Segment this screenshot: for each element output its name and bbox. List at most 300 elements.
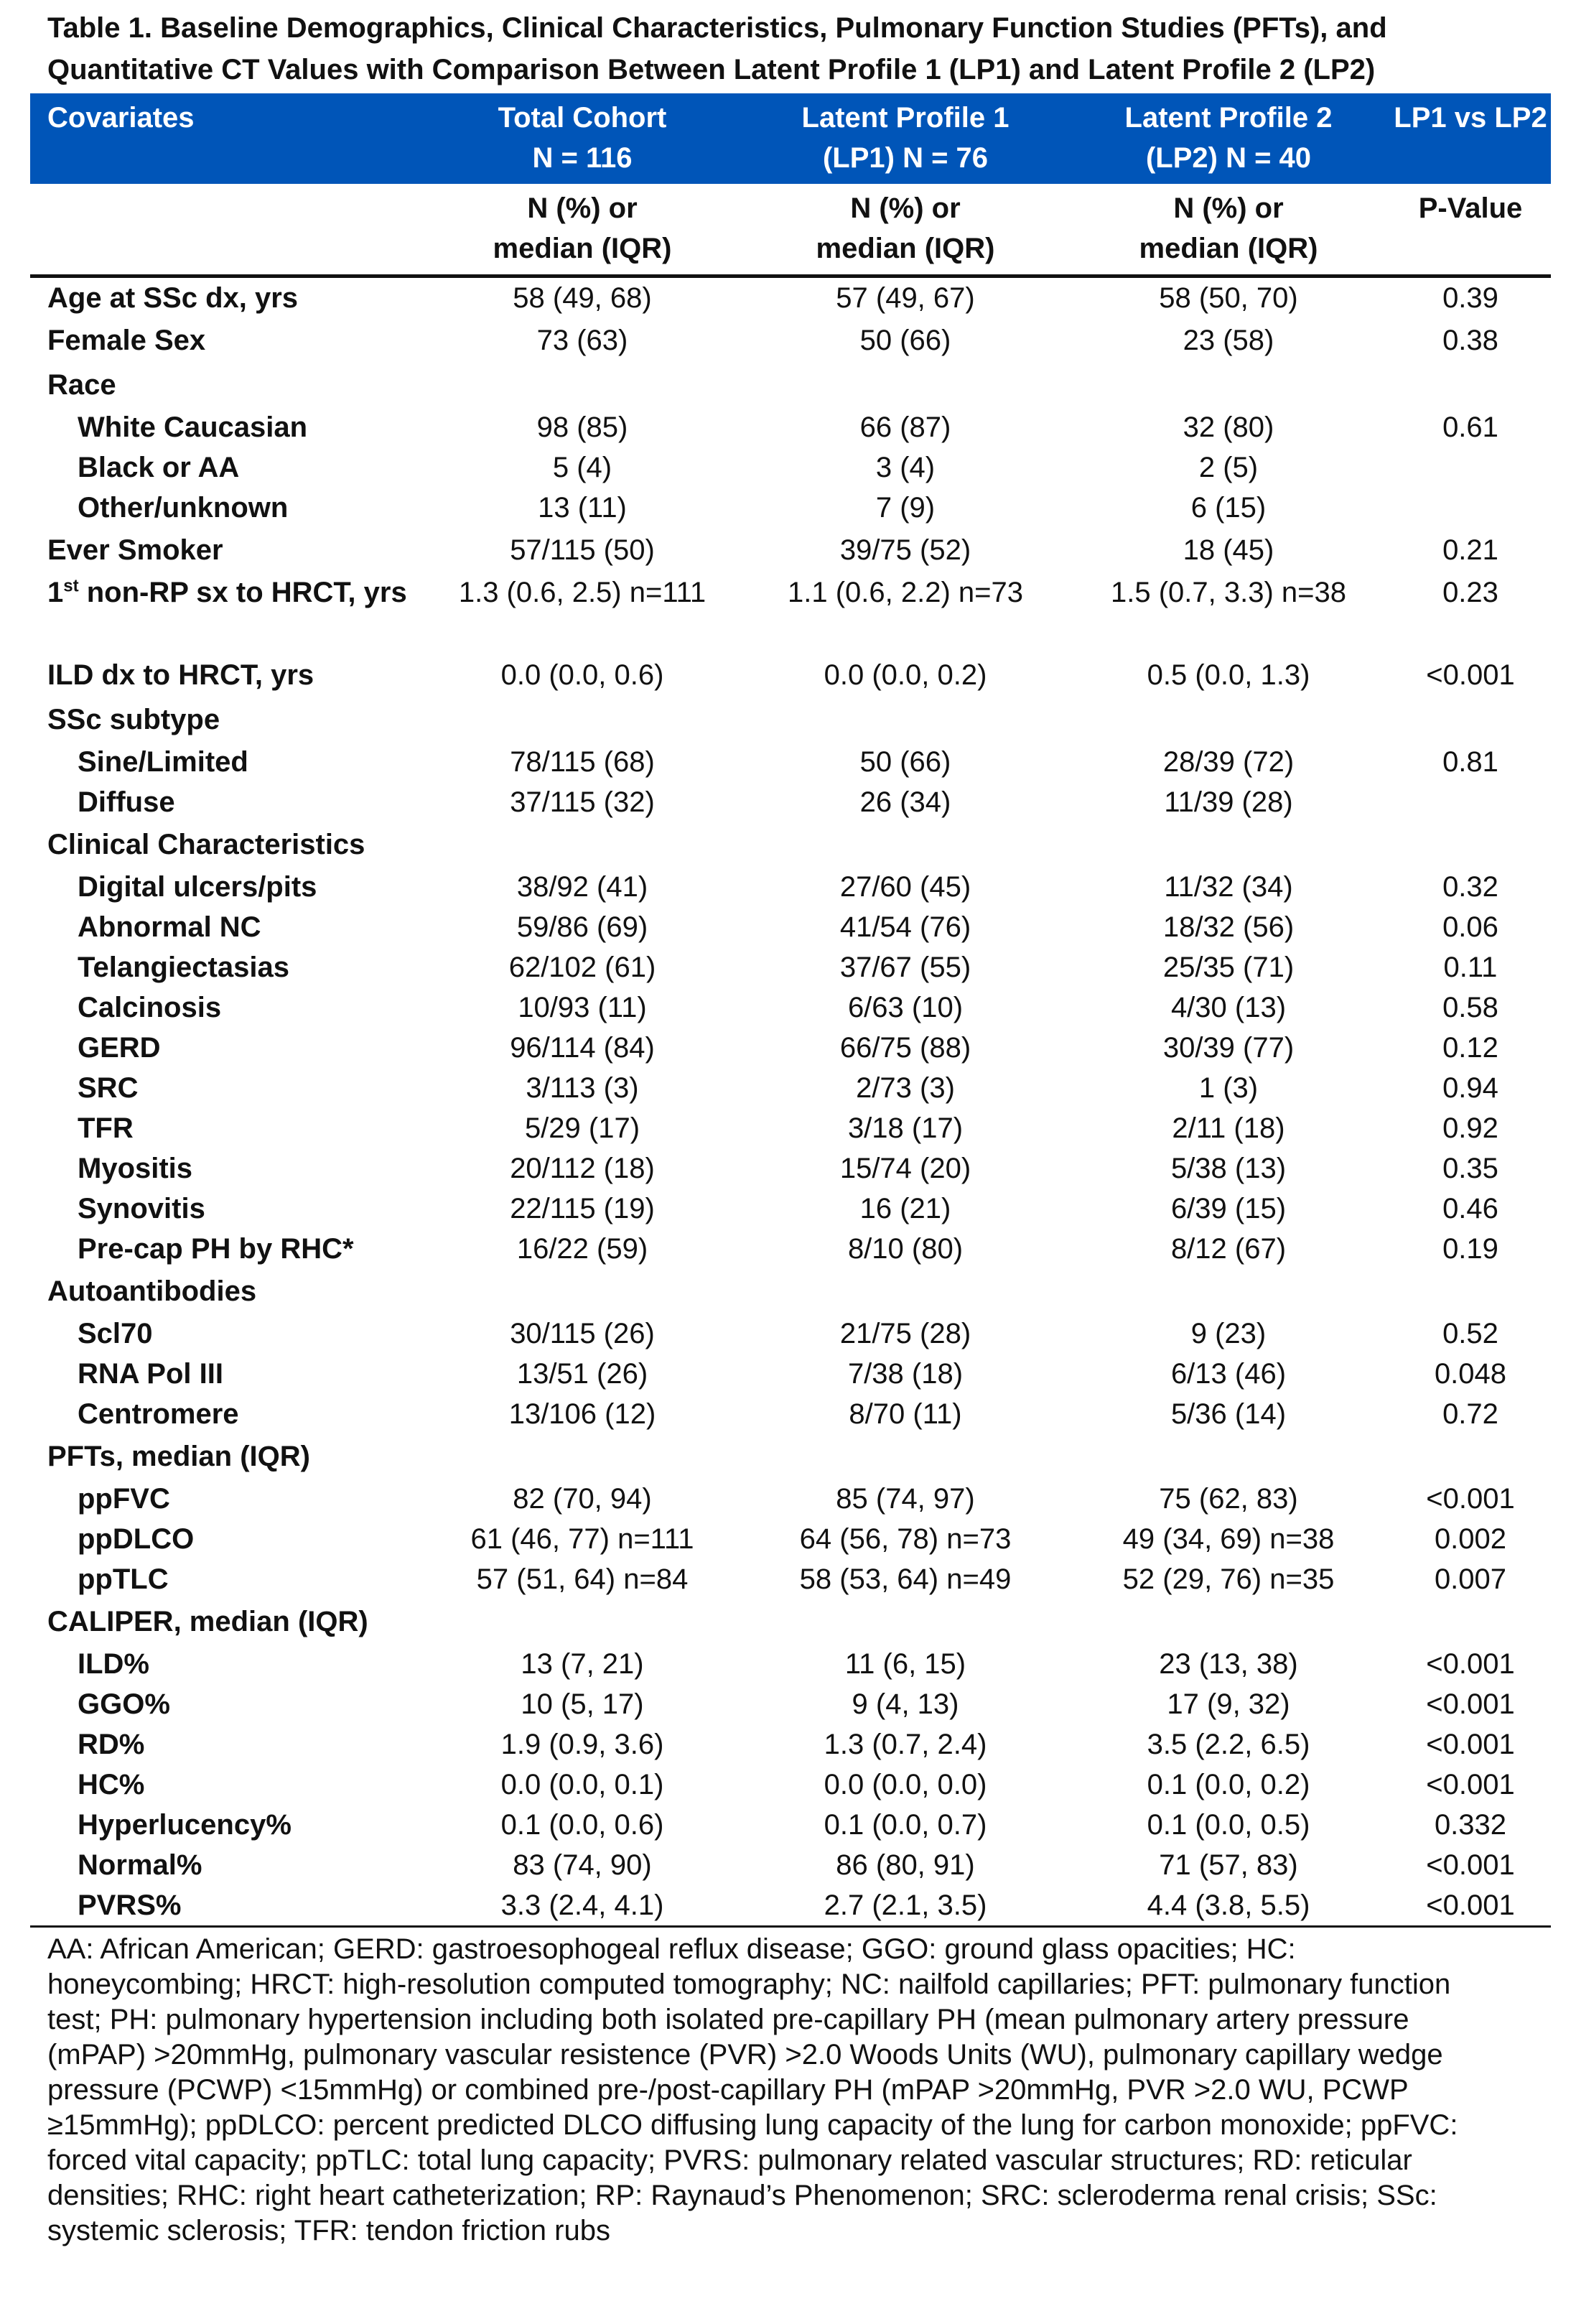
cell-total: 1.9 (0.9, 3.6) bbox=[500, 1729, 664, 1760]
table-row bbox=[30, 318, 1551, 363]
cell-p: 0.92 bbox=[1442, 1112, 1498, 1144]
row-label-text: SSc subtype bbox=[47, 704, 220, 735]
cell-total: 3.3 (2.4, 4.1) bbox=[421, 1885, 744, 1927]
row-label-rest: non-RP sx to HRCT, yrs bbox=[78, 577, 407, 608]
cell-lp1: 11 (6, 15) bbox=[844, 1648, 966, 1680]
header-total-line2: N = 116 bbox=[532, 142, 633, 174]
cell-lp2: 4/30 (13) bbox=[1170, 992, 1287, 1023]
cell-lp2 bbox=[1067, 1599, 1390, 1644]
cell-total: 78/115 (68) bbox=[510, 746, 655, 778]
row-label-text: Hyperlucency% bbox=[78, 1809, 292, 1841]
cell-total: 10/93 (11) bbox=[518, 992, 647, 1023]
row-label bbox=[30, 276, 421, 319]
table-row bbox=[30, 1644, 1551, 1684]
row-label bbox=[30, 1599, 421, 1644]
cell-lp1: 41/54 (76) bbox=[839, 911, 971, 943]
table-row bbox=[30, 867, 1551, 907]
cell-p: <0.001 bbox=[1390, 1885, 1551, 1927]
cell-lp2: 2/11 (18) bbox=[1172, 1112, 1285, 1144]
cell-total: 57/115 (50) bbox=[510, 534, 655, 566]
row-label bbox=[30, 572, 421, 653]
cell-lp2: 3.5 (2.2, 6.5) bbox=[1147, 1729, 1310, 1760]
row-label bbox=[30, 1765, 421, 1805]
table-row bbox=[30, 1765, 1551, 1805]
cell-lp1: 1.1 (0.6, 2.2) n=73 bbox=[787, 577, 1023, 608]
footnote-line: test; PH: pulmonary hypertension including both isolated pre-capillary PH (mean pulmonary artery pressure bbox=[47, 2004, 1409, 2035]
table-row bbox=[30, 1434, 1551, 1479]
row-label-text: Sine/Limited bbox=[78, 746, 248, 778]
table-row bbox=[30, 1845, 1551, 1885]
table-row bbox=[30, 1314, 1551, 1354]
cell-lp2: 75 (62, 83) bbox=[1159, 1483, 1298, 1515]
row-label-text: Autoantibodies bbox=[47, 1275, 257, 1307]
stat-line1: N (%) or bbox=[850, 192, 961, 224]
cell-p: <0.001 bbox=[1426, 1688, 1515, 1720]
footnote bbox=[47, 1932, 1562, 2249]
cell-lp1: 85 (74, 97) bbox=[836, 1483, 975, 1515]
table-row bbox=[30, 1028, 1551, 1068]
row-label-text: Black or AA bbox=[78, 452, 240, 483]
header-lp1-line2: (LP1) N = 76 bbox=[822, 142, 989, 174]
row-label bbox=[30, 1148, 421, 1189]
row-label bbox=[30, 1885, 421, 1927]
row-label-text: Digital ulcers/pits bbox=[78, 871, 317, 903]
row-label bbox=[30, 987, 421, 1028]
row-label-text: Centromere bbox=[78, 1398, 239, 1430]
header-lp1-line1: Latent Profile 1 bbox=[801, 102, 1010, 134]
row-label bbox=[30, 1724, 421, 1765]
row-label bbox=[30, 782, 421, 822]
cell-p: 0.048 bbox=[1434, 1358, 1507, 1390]
cell-total bbox=[421, 697, 744, 742]
cell-lp1: 26 (34) bbox=[859, 786, 951, 818]
demographics-table bbox=[30, 93, 1551, 1928]
cell-total: 59/86 (69) bbox=[516, 911, 648, 943]
cell-lp1: 64 (56, 78) n=73 bbox=[799, 1523, 1012, 1555]
row-label-text: Normal% bbox=[78, 1849, 202, 1881]
subheader-total-stat bbox=[421, 184, 744, 276]
cell-lp2: 6 (15) bbox=[1190, 492, 1267, 524]
cell-p: 0.94 bbox=[1442, 1072, 1498, 1104]
cell-p bbox=[1390, 488, 1551, 528]
cell-total: 22/115 (19) bbox=[510, 1193, 655, 1224]
cell-lp2: 0.1 (0.0, 0.5) bbox=[1147, 1809, 1310, 1841]
cell-total bbox=[421, 822, 744, 867]
cell-total: 38/92 (41) bbox=[516, 871, 648, 903]
cell-p bbox=[1390, 697, 1551, 742]
row-label bbox=[30, 488, 421, 528]
cell-lp2: 0.1 (0.0, 0.2) bbox=[1147, 1769, 1310, 1800]
cell-lp2: 32 (80) bbox=[1183, 412, 1274, 443]
row-label-text: Calcinosis bbox=[78, 992, 222, 1023]
row-label-text: PFTs, median (IQR) bbox=[47, 1441, 310, 1472]
table-row bbox=[30, 1108, 1551, 1148]
footnote-line: ≥15mmHg); ppDLCO: percent predicted DLCO diffusing lung capacity of the lung for carbon monoxide; ppFVC: bbox=[47, 2109, 1458, 2141]
subheader-empty bbox=[30, 184, 421, 276]
row-label-text: Myositis bbox=[78, 1153, 193, 1184]
cell-lp2: 1 (3) bbox=[1198, 1072, 1259, 1104]
header-total-cohort bbox=[421, 93, 744, 184]
stat-line2: median (IQR) bbox=[816, 233, 995, 264]
cell-lp2: 4.4 (3.8, 5.5) bbox=[1067, 1885, 1390, 1927]
table-row bbox=[30, 528, 1551, 572]
row-label-text: ILD% bbox=[78, 1648, 149, 1680]
cell-p: <0.001 bbox=[1426, 1483, 1515, 1515]
cell-lp1 bbox=[744, 1599, 1067, 1644]
row-label-text: 1 bbox=[47, 577, 64, 608]
table-row bbox=[30, 947, 1551, 987]
cell-lp1: 2.7 (2.1, 3.5) bbox=[744, 1885, 1067, 1927]
row-label-text: Age at SSc dx, yrs bbox=[47, 282, 299, 314]
row-label bbox=[30, 1684, 421, 1724]
row-label bbox=[30, 363, 421, 407]
table-row bbox=[30, 1885, 1551, 1927]
cell-lp1: 15/74 (20) bbox=[839, 1153, 971, 1184]
cell-lp2: 52 (29, 76) n=35 bbox=[1122, 1563, 1335, 1595]
row-label-superscript: st bbox=[63, 576, 79, 596]
cell-p: 0.39 bbox=[1442, 282, 1498, 314]
cell-lp1 bbox=[744, 1434, 1067, 1479]
cell-lp1: 27/60 (45) bbox=[839, 871, 971, 903]
footnote-line: honeycombing; HRCT: high-resolution computed tomography; NC: nailfold capillaries; PFT: pulmonary function bbox=[47, 1969, 1451, 2000]
cell-p: 0.332 bbox=[1434, 1809, 1507, 1841]
row-label-text: Abnormal NC bbox=[78, 911, 261, 943]
cell-total: 62/102 (61) bbox=[508, 952, 656, 983]
cell-p: <0.001 bbox=[1426, 1849, 1515, 1881]
table-row bbox=[30, 1229, 1551, 1269]
row-label bbox=[30, 1108, 421, 1148]
row-label-text: ppTLC bbox=[78, 1563, 169, 1595]
cell-p: 0.72 bbox=[1442, 1398, 1498, 1430]
cell-lp1: 2/73 (3) bbox=[856, 1072, 955, 1104]
table-row bbox=[30, 1479, 1551, 1519]
cell-lp2: 23 (58) bbox=[1183, 325, 1274, 356]
cell-p bbox=[1390, 782, 1551, 822]
row-label-text: GERD bbox=[78, 1032, 161, 1064]
row-label bbox=[30, 867, 421, 907]
cell-lp1: 3/18 (17) bbox=[847, 1112, 964, 1144]
row-label bbox=[30, 407, 421, 447]
stat-line1: N (%) or bbox=[1173, 192, 1284, 224]
cell-p: 0.46 bbox=[1442, 1193, 1498, 1224]
cell-lp1: 16 (21) bbox=[859, 1193, 951, 1224]
table-row bbox=[30, 1599, 1551, 1644]
cell-total: 13 (11) bbox=[538, 492, 627, 524]
cell-lp1 bbox=[744, 822, 1067, 867]
row-label-text: Female Sex bbox=[47, 325, 206, 356]
table-row bbox=[30, 447, 1551, 488]
stat-line1: N (%) or bbox=[527, 192, 638, 224]
table-body bbox=[30, 276, 1551, 1927]
cell-p bbox=[1390, 1434, 1551, 1479]
cell-lp1: 86 (80, 91) bbox=[836, 1849, 975, 1881]
header-comparison: LP1 vs LP2 bbox=[1390, 93, 1551, 184]
cell-total bbox=[421, 1434, 744, 1479]
subheader-p-value: P-Value bbox=[1390, 184, 1551, 276]
cell-lp1: 7 (9) bbox=[875, 492, 936, 524]
row-label bbox=[30, 1068, 421, 1108]
cell-lp2: 9 (23) bbox=[1190, 1318, 1267, 1349]
cell-lp1: 58 (53, 64) n=49 bbox=[799, 1563, 1012, 1595]
row-label bbox=[30, 528, 421, 572]
cell-lp2: 11/32 (34) bbox=[1164, 871, 1293, 903]
footnote-line: (mPAP) >20mmHg, pulmonary vascular resistence (PVR) >2.0 Woods Units (WU), pulmonary capillary wedge bbox=[47, 2039, 1443, 2070]
row-label-text: White Caucasian bbox=[78, 412, 308, 443]
table-row bbox=[30, 1559, 1551, 1599]
row-label-text: ppDLCO bbox=[78, 1523, 195, 1555]
cell-lp1: 66/75 (88) bbox=[839, 1032, 971, 1064]
row-label bbox=[30, 1354, 421, 1394]
row-label-text: RD% bbox=[78, 1729, 145, 1760]
cell-total bbox=[421, 363, 744, 407]
table-row bbox=[30, 1269, 1551, 1314]
row-label-text: RNA Pol III bbox=[78, 1358, 223, 1390]
cell-lp2: 71 (57, 83) bbox=[1159, 1849, 1298, 1881]
cell-lp2: 58 (50, 70) bbox=[1159, 282, 1298, 314]
row-label bbox=[30, 318, 421, 363]
cell-lp1: 57 (49, 67) bbox=[836, 282, 975, 314]
row-label bbox=[30, 1479, 421, 1519]
cell-lp1: 8/10 (80) bbox=[847, 1233, 964, 1265]
row-label-text: HC% bbox=[78, 1769, 145, 1800]
cell-total: 98 (85) bbox=[536, 412, 628, 443]
row-label bbox=[30, 742, 421, 782]
row-label-text: Diffuse bbox=[78, 786, 175, 818]
cell-p: <0.001 bbox=[1426, 659, 1515, 691]
title-line-1: Table 1. Baseline Demographics, Clinical Characteristics, Pulmonary Function Studies (PFTs), and bbox=[47, 12, 1387, 44]
table-row bbox=[30, 1724, 1551, 1765]
cell-lp1: 6/63 (10) bbox=[847, 992, 964, 1023]
cell-lp2: 0.5 (0.0, 1.3) bbox=[1147, 659, 1310, 691]
table-row bbox=[30, 1148, 1551, 1189]
cell-p: 0.38 bbox=[1442, 325, 1498, 356]
row-label bbox=[30, 907, 421, 947]
cell-lp1: 8/70 (11) bbox=[849, 1398, 962, 1430]
cell-total: 61 (46, 77) n=111 bbox=[470, 1523, 694, 1555]
cell-lp2 bbox=[1067, 822, 1390, 867]
cell-lp2: 30/39 (77) bbox=[1162, 1032, 1295, 1064]
cell-total: 37/115 (32) bbox=[510, 786, 655, 818]
table-row bbox=[30, 363, 1551, 407]
cell-p: 0.06 bbox=[1442, 911, 1498, 943]
cell-p: 0.007 bbox=[1434, 1563, 1507, 1595]
title-line-2: Quantitative CT Values with Comparison Between Latent Profile 1 (LP1) and Latent Profile 2 (LP2) bbox=[47, 54, 1376, 85]
cell-lp1: 9 (4, 13) bbox=[852, 1688, 959, 1720]
cell-lp2: 28/39 (72) bbox=[1162, 746, 1295, 778]
table-row bbox=[30, 572, 1551, 653]
row-label bbox=[30, 697, 421, 742]
cell-p bbox=[1390, 363, 1551, 407]
table-header-row bbox=[30, 93, 1551, 184]
cell-total bbox=[421, 1269, 744, 1314]
header-lp1 bbox=[744, 93, 1067, 184]
subheader-lp2-stat bbox=[1067, 184, 1390, 276]
cell-total: 96/114 (84) bbox=[510, 1032, 655, 1064]
table-row bbox=[30, 653, 1551, 697]
table-row bbox=[30, 1068, 1551, 1108]
cell-p: 0.11 bbox=[1443, 952, 1498, 983]
cell-total bbox=[421, 1599, 744, 1644]
cell-total: 0.0 (0.0, 0.1) bbox=[500, 1769, 664, 1800]
row-label bbox=[30, 1189, 421, 1229]
header-total-line1: Total Cohort bbox=[498, 102, 667, 134]
cell-p: <0.001 bbox=[1426, 1729, 1515, 1760]
cell-total: 82 (70, 94) bbox=[513, 1483, 652, 1515]
row-label bbox=[30, 1519, 421, 1559]
row-label bbox=[30, 447, 421, 488]
cell-total: 13/106 (12) bbox=[508, 1398, 656, 1430]
footnote-line: AA: African American; GERD: gastroesophogeal reflux disease; GGO: ground glass opacities; HC: bbox=[47, 1933, 1296, 1965]
cell-lp2: 5/38 (13) bbox=[1170, 1153, 1287, 1184]
cell-lp1 bbox=[744, 697, 1067, 742]
row-label bbox=[30, 1644, 421, 1684]
table-row bbox=[30, 1684, 1551, 1724]
cell-p bbox=[1390, 1599, 1551, 1644]
row-label bbox=[30, 1845, 421, 1885]
row-label-text: ppFVC bbox=[78, 1483, 170, 1515]
cell-lp1 bbox=[744, 1269, 1067, 1314]
cell-lp2 bbox=[1067, 697, 1390, 742]
row-label bbox=[30, 947, 421, 987]
table-row bbox=[30, 407, 1551, 447]
cell-total: 5/29 (17) bbox=[524, 1112, 640, 1144]
cell-lp1: 0.0 (0.0, 0.0) bbox=[824, 1769, 987, 1800]
cell-total: 0.1 (0.0, 0.6) bbox=[500, 1809, 664, 1841]
cell-lp1: 3 (4) bbox=[875, 452, 936, 483]
table-row bbox=[30, 697, 1551, 742]
cell-lp2: 1.5 (0.7, 3.3) n=38 bbox=[1110, 577, 1346, 608]
row-label bbox=[30, 1314, 421, 1354]
row-label bbox=[30, 1805, 421, 1845]
cell-lp1 bbox=[744, 363, 1067, 407]
row-label-text: SRC bbox=[78, 1072, 139, 1104]
cell-lp1: 0.1 (0.0, 0.7) bbox=[824, 1809, 987, 1841]
cell-lp2: 18/32 (56) bbox=[1162, 911, 1295, 943]
cell-lp2: 11/39 (28) bbox=[1164, 786, 1293, 818]
cell-lp2: 5/36 (14) bbox=[1170, 1398, 1287, 1430]
cell-total: 16/22 (59) bbox=[516, 1233, 648, 1265]
row-label-text: PVRS% bbox=[78, 1890, 182, 1921]
row-label-text: Pre-cap PH by RHC* bbox=[78, 1233, 354, 1265]
row-label-text: Synovitis bbox=[78, 1193, 205, 1224]
cell-p: <0.001 bbox=[1426, 1648, 1515, 1680]
cell-lp2: 25/35 (71) bbox=[1162, 952, 1295, 983]
cell-total: 0.0 (0.0, 0.6) bbox=[500, 659, 664, 691]
cell-lp1: 7/38 (18) bbox=[847, 1358, 964, 1390]
cell-lp1: 50 (66) bbox=[859, 325, 951, 356]
cell-lp2: 6/39 (15) bbox=[1170, 1193, 1287, 1224]
cell-p: <0.001 bbox=[1426, 1769, 1515, 1800]
cell-p bbox=[1390, 822, 1551, 867]
row-label-text: Telangiectasias bbox=[78, 952, 289, 983]
table-row bbox=[30, 1189, 1551, 1229]
cell-lp1: 37/67 (55) bbox=[839, 952, 971, 983]
table-row bbox=[30, 488, 1551, 528]
cell-p: 0.58 bbox=[1442, 992, 1498, 1023]
cell-lp2: 49 (34, 69) n=38 bbox=[1122, 1523, 1335, 1555]
cell-p: 0.32 bbox=[1442, 871, 1498, 903]
cell-p: 0.61 bbox=[1442, 412, 1498, 443]
cell-lp2: 17 (9, 32) bbox=[1167, 1688, 1290, 1720]
cell-lp2 bbox=[1067, 1434, 1390, 1479]
row-label bbox=[30, 653, 421, 697]
row-label-text: Race bbox=[47, 369, 116, 401]
cell-total: 20/112 (18) bbox=[510, 1153, 655, 1184]
cell-lp2 bbox=[1067, 363, 1390, 407]
cell-lp1: 50 (66) bbox=[859, 746, 951, 778]
cell-total: 73 (63) bbox=[536, 325, 628, 356]
table-row bbox=[30, 1354, 1551, 1394]
table-row bbox=[30, 276, 1551, 319]
table-row bbox=[30, 907, 1551, 947]
cell-total: 1.3 (0.6, 2.5) n=111 bbox=[458, 577, 707, 608]
row-label bbox=[30, 1434, 421, 1479]
cell-lp1: 0.0 (0.0, 0.2) bbox=[824, 659, 987, 691]
cell-lp1: 21/75 (28) bbox=[839, 1318, 971, 1349]
footnote-line: densities; RHC: right heart catheterization; RP: Raynaud’s Phenomenon; SRC: scleroderma renal crisis; SSc: bbox=[47, 2180, 1437, 2211]
table-row bbox=[30, 742, 1551, 782]
cell-lp2: 2 (5) bbox=[1198, 452, 1259, 483]
table-row bbox=[30, 782, 1551, 822]
cell-lp2: 6/13 (46) bbox=[1170, 1358, 1287, 1390]
row-label bbox=[30, 1028, 421, 1068]
table-row bbox=[30, 1394, 1551, 1434]
footnote-line: pressure (PCWP) <15mmHg) or combined pre-/post-capillary PH (mPAP >20mmHg, PVR >2.0 WU, PCWP bbox=[47, 2074, 1409, 2106]
cell-lp1: 1.3 (0.7, 2.4) bbox=[824, 1729, 987, 1760]
row-label bbox=[30, 1229, 421, 1269]
cell-p: 0.19 bbox=[1442, 1233, 1498, 1265]
cell-p: 0.52 bbox=[1442, 1318, 1498, 1349]
cell-lp1: 66 (87) bbox=[859, 412, 951, 443]
row-label-text: Other/unknown bbox=[78, 492, 289, 524]
cell-total: 13/51 (26) bbox=[516, 1358, 648, 1390]
header-covariates: Covariates bbox=[30, 93, 421, 184]
row-label-text: ILD dx to HRCT, yrs bbox=[47, 659, 314, 691]
row-label-text: Scl70 bbox=[78, 1318, 153, 1349]
cell-lp2: 18 (45) bbox=[1183, 534, 1274, 566]
row-label-text: GGO% bbox=[78, 1688, 170, 1720]
row-label-text: Ever Smoker bbox=[47, 534, 223, 566]
footnote-line: systemic sclerosis; TFR: tendon friction rubs bbox=[47, 2215, 610, 2246]
cell-p: 0.81 bbox=[1442, 746, 1498, 778]
table-row bbox=[30, 1805, 1551, 1845]
row-label-text: TFR bbox=[78, 1112, 134, 1144]
cell-p: 0.21 bbox=[1442, 534, 1498, 566]
row-label bbox=[30, 822, 421, 867]
table-title bbox=[47, 7, 1555, 90]
stat-line2: median (IQR) bbox=[493, 233, 672, 264]
cell-lp2: 23 (13, 38) bbox=[1159, 1648, 1298, 1680]
cell-total: 83 (74, 90) bbox=[513, 1849, 652, 1881]
row-label bbox=[30, 1269, 421, 1314]
cell-total: 10 (5, 17) bbox=[521, 1688, 644, 1720]
cell-lp2 bbox=[1067, 1269, 1390, 1314]
row-label-text: CALIPER, median (IQR) bbox=[47, 1606, 368, 1637]
cell-lp2: 8/12 (67) bbox=[1170, 1233, 1287, 1265]
cell-p: 0.35 bbox=[1442, 1153, 1498, 1184]
cell-p: 0.002 bbox=[1434, 1523, 1507, 1555]
subheader-lp1-stat bbox=[744, 184, 1067, 276]
row-label bbox=[30, 1559, 421, 1599]
cell-p bbox=[1390, 1269, 1551, 1314]
table-row bbox=[30, 987, 1551, 1028]
cell-p: 0.23 bbox=[1442, 577, 1498, 608]
cell-p: 0.12 bbox=[1442, 1032, 1498, 1064]
table-row bbox=[30, 822, 1551, 867]
cell-lp1: 39/75 (52) bbox=[839, 534, 971, 566]
stat-line2: median (IQR) bbox=[1139, 233, 1318, 264]
header-lp2 bbox=[1067, 93, 1390, 184]
